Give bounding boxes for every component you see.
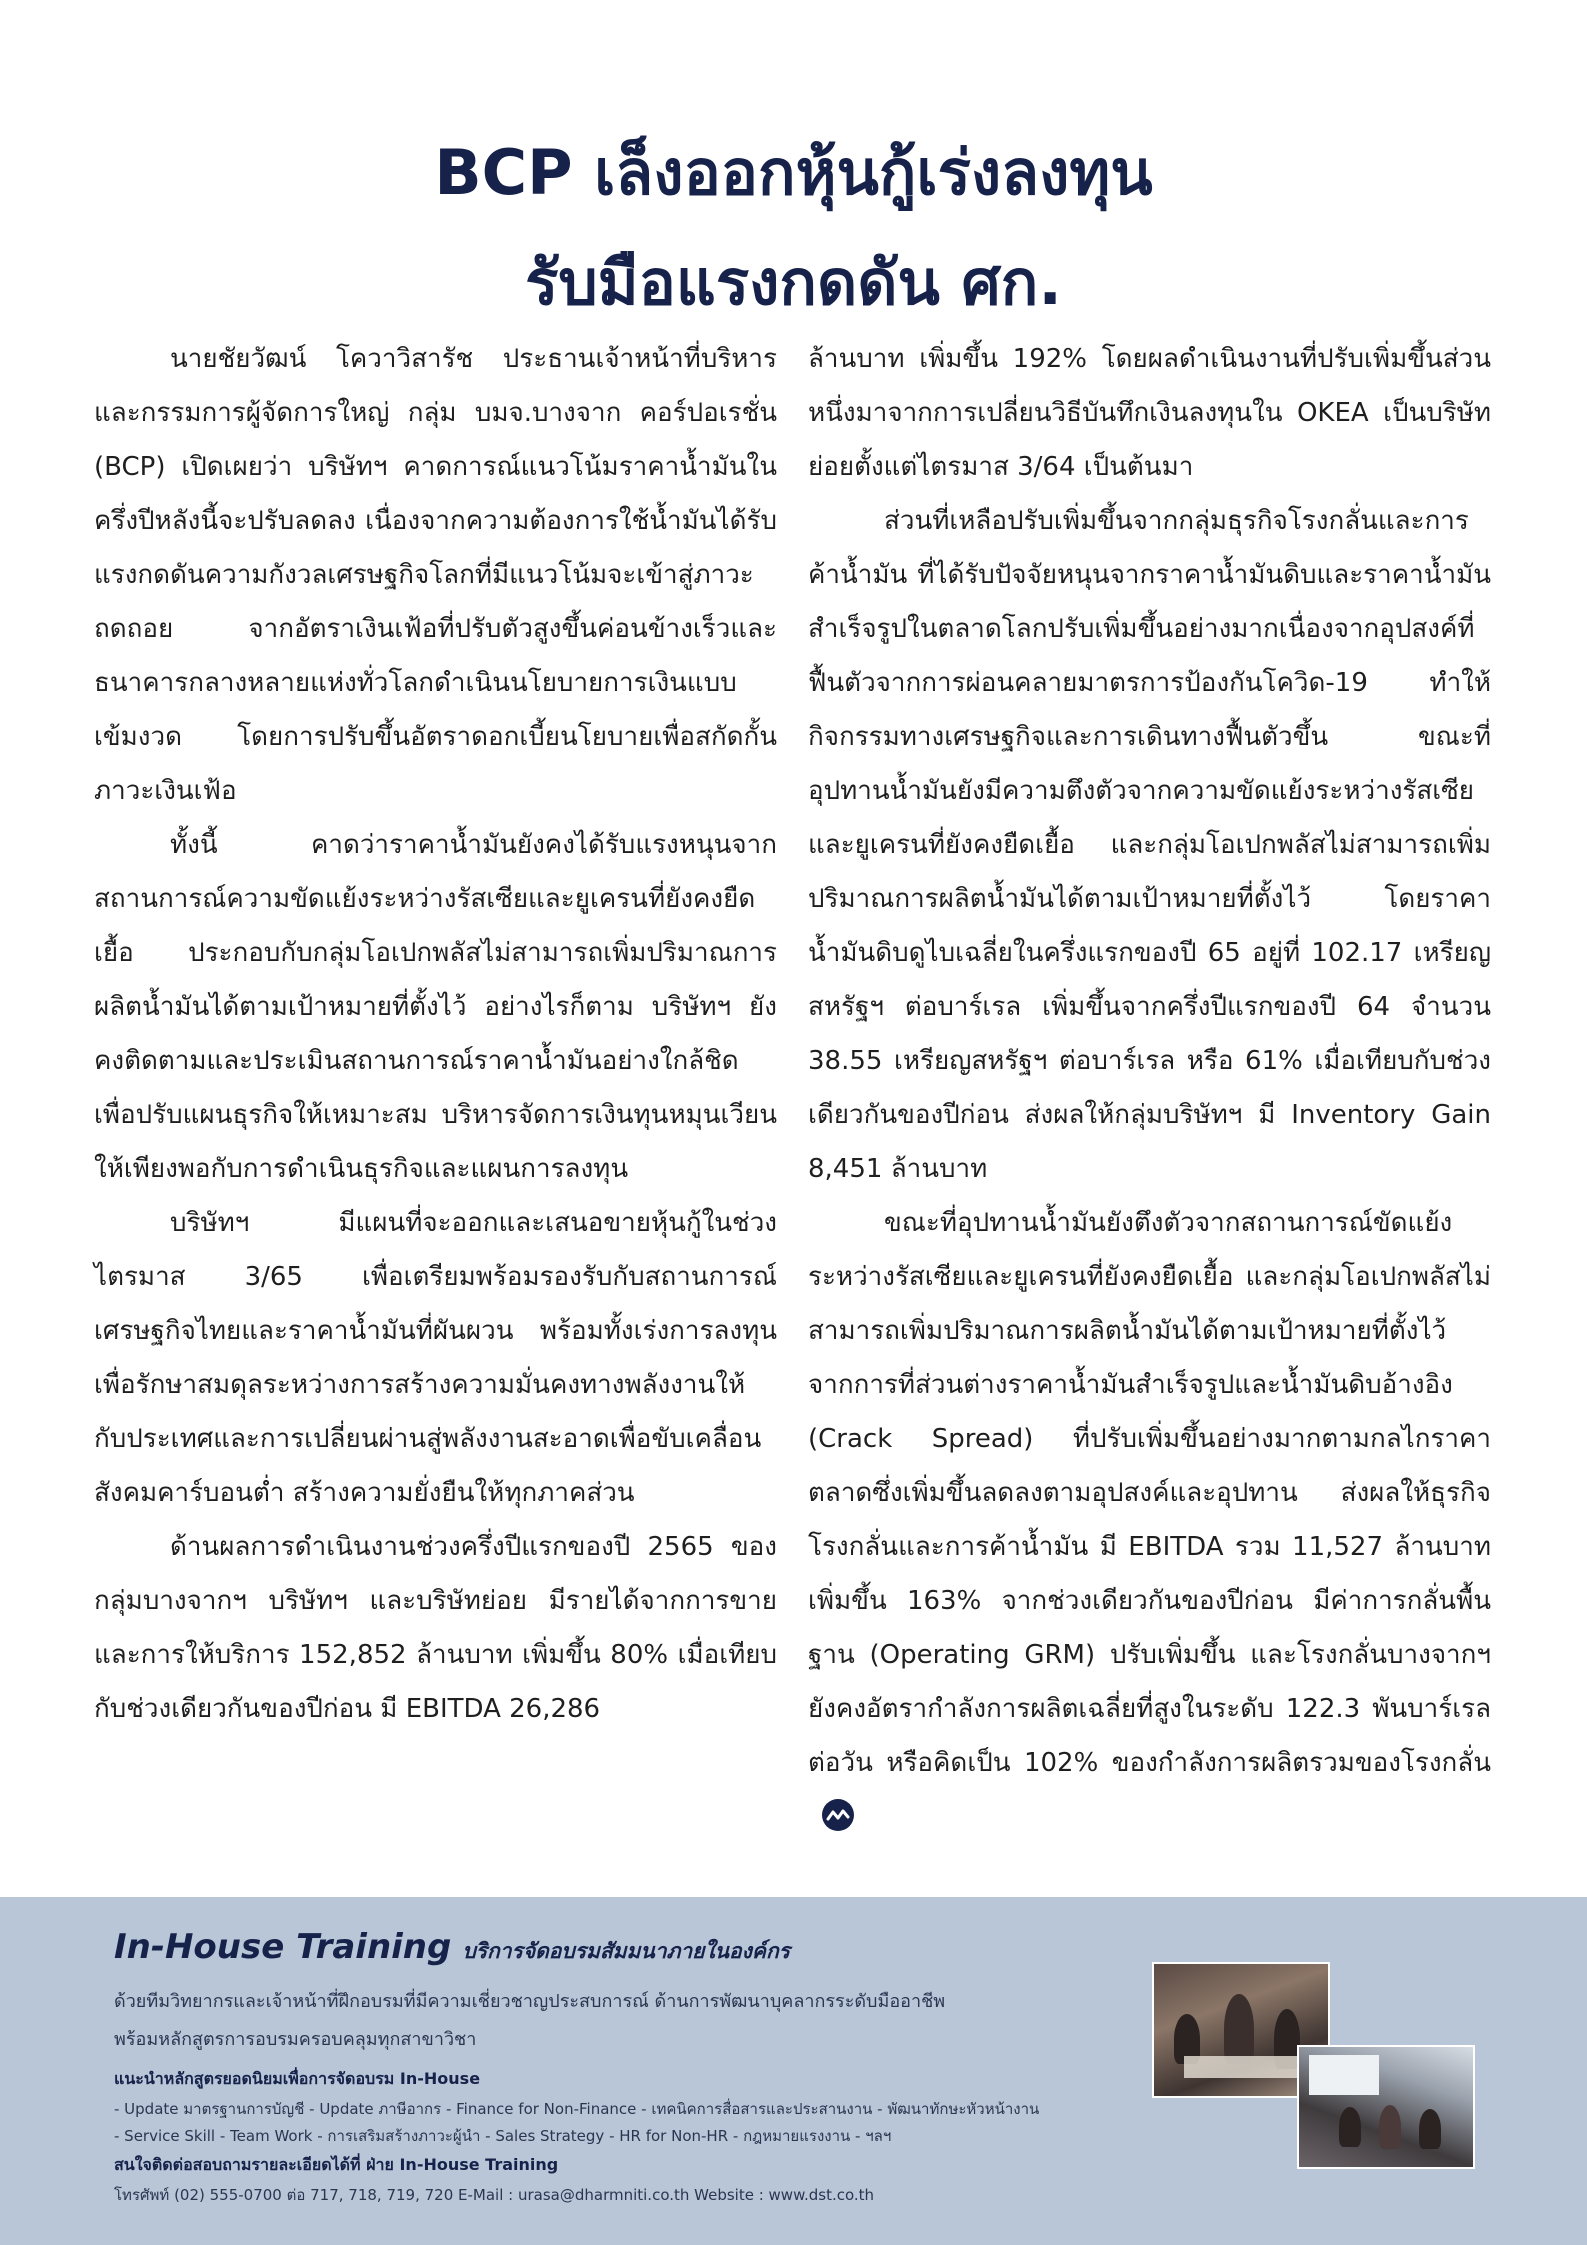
ad-description: ด้วยทีมวิทยากรและเจ้าหน้าที่ฝึกอบรมที่มีความเชี่ยวชาญประสบการณ์ ด้านการพัฒนาบุคลากรระดับมืออาชีพ xyxy=(114,1991,946,2012)
wave-logo-icon xyxy=(822,1799,854,1831)
ad-description: พร้อมหลักสูตรการอบรมครอบคลุมทุกสาขาวิชา xyxy=(114,2029,477,2050)
contact-heading: สนใจติดต่อสอบถามรายละเอียดได้ที่ ฝ่าย In-House Training xyxy=(114,2155,559,2174)
ad-title xyxy=(114,1927,790,1968)
contact-details: โทรศัพท์ (02) 555-0700 ต่อ 717, 718, 719, 720 E-Mail : urasa@dharmniti.co.th Website : www.dst.co.th xyxy=(114,2186,875,2204)
paragraph: บริษัทฯ มีแผนที่จะออกและเสนอขายหุ้นกู้ในช่วงไตรมาส 3/65 เพื่อเตรียมพร้อมรองรับกับสถานการณ์เศรษฐกิจไทยและราคาน้ำมันที่ผันผวน พร้อมทั้งเร่งการลงทุนเพื่อรักษาสมดุลระหว่างการสร้างความมั่นคงทางพลังงานให้กับประเทศและการเปลี่ยนผ่านสู่พลังงานสะอาดเพื่อขับเคลื่อนสังคมคาร์บอนต่ำ สร้างความยั่งยืนให้ทุกภาคส่วน xyxy=(94,1208,777,1508)
courses-list: - Service Skill - Team Work - การเสริมสร้างภาวะผู้นำ - Sales Strategy - HR for Non-HR - กฎหมายแรงงาน - ฯลฯ xyxy=(114,2127,892,2145)
headline-line-2: รับมือแรงกดดัน ศก. xyxy=(525,246,1062,319)
paragraph: ทั้งนี้ คาดว่าราคาน้ำมันยังคงได้รับแรงหนุนจากสถานการณ์ความขัดแย้งระหว่างรัสเซียและยูเครนที่ยังคงยืดเยื้อ ประกอบกับกลุ่มโอเปกพลัสไม่สามารถเพิ่มปริมาณการผลิตน้ำมันได้ตามเป้าหมายที่ตั้งไว้ อย่างไรก็ตาม บริษัทฯ ยังคงติดตามและประเมินสถานการณ์ราคาน้ำมันอย่างใกล้ชิดเพื่อปรับแผนธุรกิจให้เหมาะสม บริหารจัดการเงินทุนหมุนเวียนให้เพียงพอกับการดำเนินธุรกิจและแผนการลงทุน xyxy=(94,830,777,1184)
article-column-left xyxy=(94,332,777,1736)
training-photo xyxy=(1297,2045,1475,2169)
ad-title-main: In-House Training xyxy=(114,1927,452,1967)
paragraph xyxy=(808,1196,1491,1844)
courses-list: - Update มาตรฐานการบัญชี - Update ภาษีอากร - Finance for Non-Finance - เทคนิคการสื่อสารและประสานงาน - พัฒนาทักษะหัวหน้างาน xyxy=(114,2100,1040,2118)
ad-title-sub: บริการจัดอบรมสัมมนาภายในองค์กร xyxy=(462,1939,790,1963)
courses-heading: แนะนำหลักสูตรยอดนิยมเพื่อการจัดอบรม In-House xyxy=(114,2069,481,2088)
paragraph: ส่วนที่เหลือปรับเพิ่มขึ้นจากกลุ่มธุรกิจโรงกลั่นและการค้าน้ำมัน ที่ได้รับปัจจัยหนุนจากราคาน้ำมันดิบและราคาน้ำมันสำเร็จรูปในตลาดโลกปรับเพิ่มขึ้นอย่างมากเนื่องจากอุปสงค์ที่ฟื้นตัวจากการผ่อนคลายมาตรการป้องกันโควิด-19 ทำให้กิจกรรมทางเศรษฐกิจและการเดินทางฟื้นตัวขึ้น ขณะที่อุปทานน้ำมันยังมีความตึงตัวจากความขัดแย้งระหว่างรัสเซียและยูเครนที่ยังคงยืดเยื้อ และกลุ่มโอเปกพลัสไม่สามารถเพิ่มปริมาณการผลิตน้ำมันได้ตามเป้าหมายที่ตั้งไว้ โดยราคาน้ำมันดิบดูไบเฉลี่ยในครึ่งแรกของปี 65 อยู่ที่ 102.17 เหรียญสหรัฐฯ ต่อบาร์เรล เพิ่มขึ้นจากครึ่งปีแรกของปี 64 จำนวน 38.55 เหรียญสหรัฐฯ ต่อบาร์เรล หรือ 61% เมื่อเทียบกับช่วงเดียวกันของปีก่อน ส่งผลให้กลุ่มบริษัทฯ มี Inventory Gain 8,451 ล้านบาท xyxy=(808,506,1491,1184)
paragraph: ล้านบาท เพิ่มขึ้น 192% โดยผลดำเนินงานที่ปรับเพิ่มขึ้นส่วนหนึ่งมาจากการเปลี่ยนวิธีบันทึกเงินลงทุนใน OKEA เป็นบริษัทย่อยตั้งแต่ไตรมาส 3/64 เป็นต้นมา xyxy=(808,344,1491,482)
headline xyxy=(0,118,1587,338)
headline-line-1: BCP เล็งออกหุ้นกู้เร่งลงทุน xyxy=(434,136,1153,209)
paragraph: ด้านผลการดำเนินงานช่วงครึ่งปีแรกของปี 2565 ของกลุ่มบางจากฯ บริษัทฯ และบริษัทย่อย มีรายได้จากการขายและการให้บริการ 152,852 ล้านบาท เพิ่มขึ้น 80% เมื่อเทียบกับช่วงเดียวกันของปีก่อน มี EBITDA 26,286 xyxy=(94,1532,777,1724)
paragraph-text: ขณะที่อุปทานน้ำมันยังตึงตัวจากสถานการณ์ขัดแย้งระหว่างรัสเซียและยูเครนที่ยังคงยืดเยื้อ และกลุ่มโอเปกพลัสไม่สามารถเพิ่มปริมาณการผลิตน้ำมันได้ตามเป้าหมายที่ตั้งไว้ จากการที่ส่วนต่างราคาน้ำมันสำเร็จรูปและน้ำมันดิบอ้างอิง (Crack Spread) ที่ปรับเพิ่มขึ้นอย่างมากตามกลไกราคาตลาดซึ่งเพิ่มขึ้นลดลงตามอุปสงค์และอุปทาน ส่งผลให้ธุรกิจโรงกลั่นและการค้าน้ำมัน มี EBITDA รวม 11,527 ล้านบาท เพิ่มขึ้น 163% จากช่วงเดียวกันของปีก่อน มีค่าการกลั่นพื้นฐาน (Operating GRM) ปรับเพิ่มขึ้น และโรงกลั่นบางจากฯ ยังคงอัตรากำลังการผลิตเฉลี่ยที่สูงในระดับ 122.3 พันบาร์เรลต่อวัน หรือคิดเป็น 102% ของกำลังการผลิตรวมของโรงกลั่น xyxy=(808,1208,1491,1778)
article-column-right xyxy=(808,332,1491,1844)
paragraph: นายชัยวัฒน์ โควาวิสารัช ประธานเจ้าหน้าที่บริหารและกรรมการผู้จัดการใหญ่ กลุ่ม บมจ.บางจาก คอร์ปอเรชั่น (BCP) เปิดเผยว่า บริษัทฯ คาดการณ์แนวโน้มราคาน้ำมันในครึ่งปีหลังนี้จะปรับลดลง เนื่องจากความต้องการใช้น้ำมันได้รับแรงกดดันความกังวลเศรษฐกิจโลกที่มีแนวโน้มจะเข้าสู่ภาวะถดถอย จากอัตราเงินเฟ้อที่ปรับตัวสูงขึ้นค่อนข้างเร็วและธนาคารกลางหลายแห่งทั่วโลกดำเนินนโยบายการเงินแบบเข้มงวด โดยการปรับขึ้นอัตราดอกเบี้ยนโยบายเพื่อสกัดกั้นภาวะเงินเฟ้อ xyxy=(94,344,777,806)
